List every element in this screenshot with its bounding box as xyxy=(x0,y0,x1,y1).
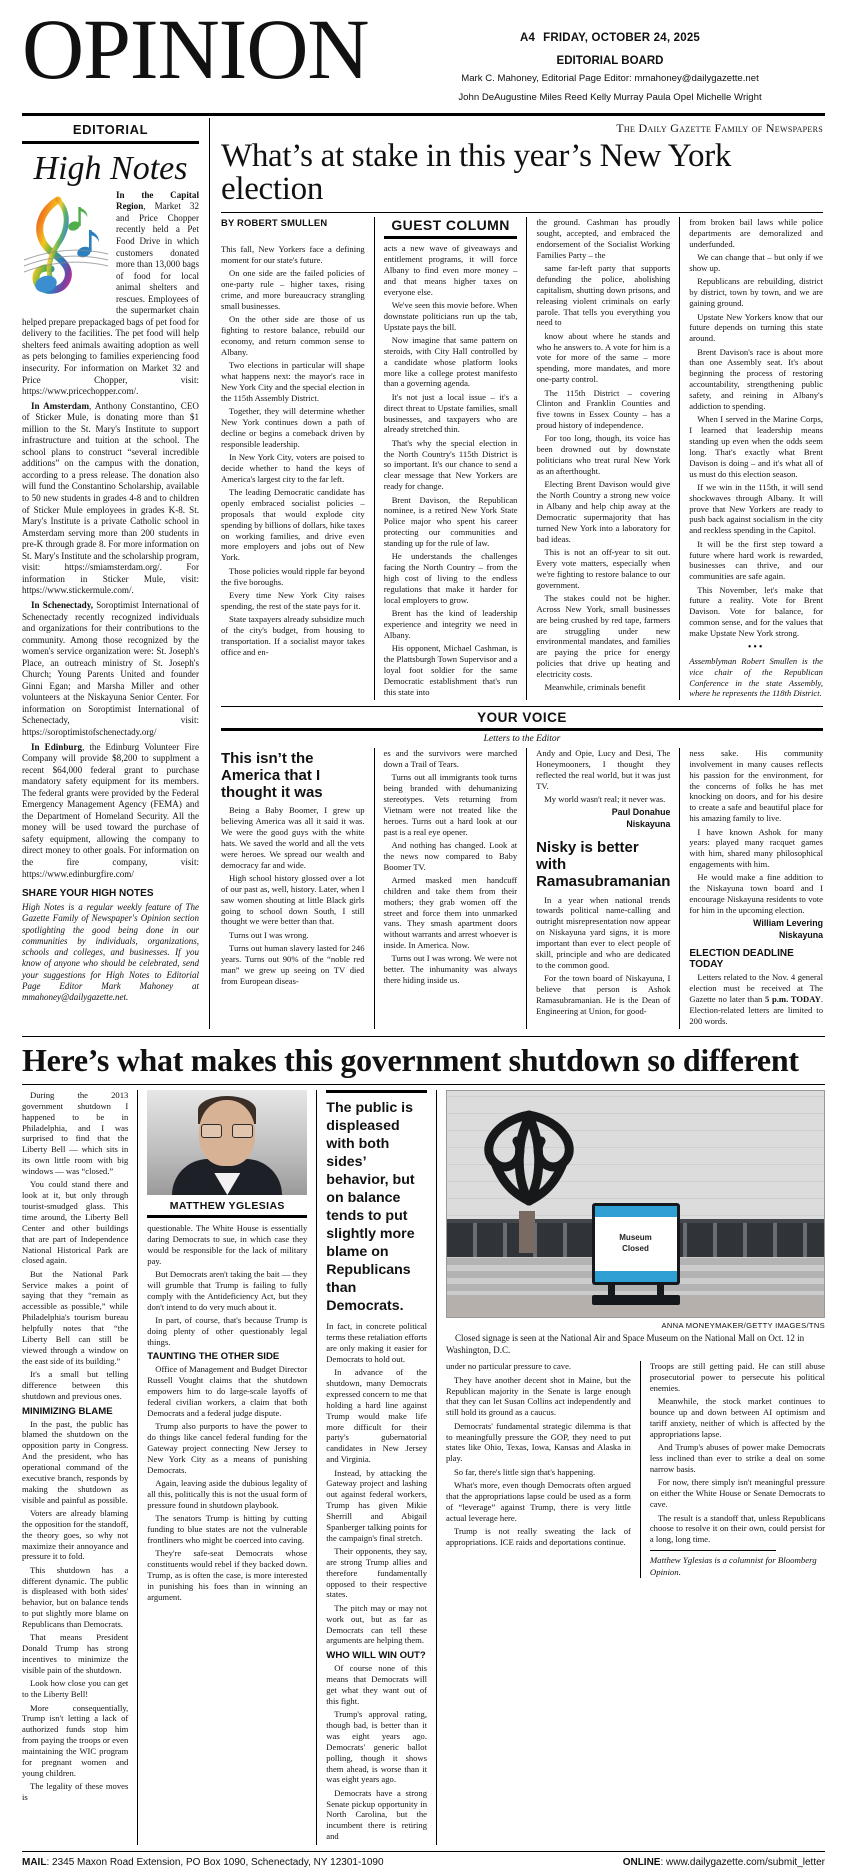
letter-1-col-3 xyxy=(526,748,670,1029)
guest-column-byline: BY ROBERT SMULLEN xyxy=(221,217,328,229)
section-dots: ••• xyxy=(747,641,765,653)
bottom-col-5 xyxy=(640,1361,825,1578)
bottom-story-author: MATTHEW YGLESIAS xyxy=(169,1199,285,1212)
bottom-story-divider xyxy=(22,1036,825,1037)
election-deadline-body: Letters related to the Nov. 4 general election must be received at The Gazette no later than 5 p.m. TODAY. Election-related letters are limited to 200 words. xyxy=(689,972,823,1026)
guest-col-3 xyxy=(526,217,670,700)
music-notes-illustration xyxy=(22,192,110,304)
dateline xyxy=(395,32,825,44)
author-photo xyxy=(147,1090,307,1195)
guest-col-1 xyxy=(221,217,365,700)
masthead-divider xyxy=(22,113,825,116)
guest-column-label: GUEST COLUMN xyxy=(391,217,510,234)
guest-col-4 xyxy=(679,217,823,700)
letter-1-col-2 xyxy=(374,748,518,1029)
page-footer xyxy=(22,1851,825,1868)
bottom-photo-block xyxy=(436,1090,825,1845)
your-voice-heading: YOUR VOICE xyxy=(477,710,567,725)
bottom-story-headline: Here’s what makes this government shutdown so different xyxy=(22,1042,799,1079)
editorial-kicker-rule xyxy=(22,141,199,144)
guest-column-columns xyxy=(221,217,823,700)
guest-column-area xyxy=(210,118,823,1029)
folio-number: A4 xyxy=(519,32,536,44)
editor-contact: Mark C. Mahoney, Editorial Page Editor: mmahoney@dailygazette.net xyxy=(461,73,759,84)
mail-label: MAIL xyxy=(22,1856,47,1868)
guest-col-2 xyxy=(374,217,518,700)
deadline-time: 5 p.m. TODAY xyxy=(765,993,821,1004)
photo-credit: ANNA MONEYMAKER/GETTY IMAGES/TNS xyxy=(661,1320,825,1330)
footer-online[interactable] xyxy=(623,1857,825,1868)
sign-line-1: Museum xyxy=(619,1233,652,1243)
column-end-rule xyxy=(650,1550,776,1551)
letter-1-headline: This isn’t the America that I thought it was xyxy=(221,750,323,801)
guest-col-2-text: acts a new wave of giveaways and entitlement programs, it will force Albany to find even more money – and that means higher taxes on everyone else. We've seen this movie before. When downstate politicians run up the tab, Upstate pays the bill. Now imagine that same pattern on steroids, with City Hall controlled by a candidate whose platform looks more like a college protest manifesto than a governing agenda. It's not just a local issue – it's a direct threat to Upstate families, small businesses, and taxpayers who are already stretched thin. That's why the special election in the North Country's 115th District is so important. It's our chance to send a clear message that New Yorkers are ready for change. Brent Davison, the Republican nominee, is a retired New York State Police major who spent his career protecting our communities and standing up for the rule of law. He understands the challenges facing the North Country – from the high cost of living to the endless regulations that make it harder for local employers to grow. Brent has the kind of leadership experience and integrity we need in Albany. His opponent, Michael Cashman, is the Plattsburgh Town Supervisor and a loyal foot soldier for the same Democratic establishment that's run this state into xyxy=(383,243,518,697)
guest-column-headline: What’s at stake in this year’s New York election xyxy=(221,137,732,208)
guest-column-label-rule xyxy=(384,236,518,239)
footer-mail xyxy=(22,1857,384,1868)
editorial-title: High Notes xyxy=(33,149,188,187)
editorial-kicker: EDITORIAL xyxy=(72,121,149,137)
headline-rule xyxy=(221,212,823,213)
author-rule xyxy=(147,1215,307,1218)
letter-2-headline: Nisky is better with Ramasubramanian xyxy=(536,839,671,890)
bottom-headline-rule xyxy=(22,1084,825,1085)
museum-closed-photo xyxy=(446,1090,825,1318)
letter-1-signature xyxy=(536,807,670,830)
mail-address: : 2345 Maxon Road Extension, PO Box 1090, Schenectady, NY 12301-1090 xyxy=(46,1856,384,1868)
subhead-who-will-win: WHO WILL WIN OUT? xyxy=(326,1650,426,1662)
bottom-col-3-text: In fact, in concrete political terms these retaliation efforts are only making it easier for Democrats to hold out. In advance of the shutdown, many Democrats expressed concern to me that holding a hard line against Trump would make life more difficult for their party's gubernatorial candidates in New Jersey and Virginia. Instead, by attacking the Gateway project and lashing out against federal workers, Trump has given Mikie Sherrill and Abigail Spanberger talking points for the campaign's final stretch. Their opponents, they say, are strong Trump allies and therefore fundamentally opposed to their respective states. The pitch may or may not work out, but as far as Democrats can tell these arguments are helping them. xyxy=(326,1321,427,1646)
letter-2-col-2 xyxy=(679,748,823,1029)
letter-1-city: Niskayuna xyxy=(626,818,671,829)
pullquote: The public is displeased with both sides’ behavior, but on balance tends to put slightly more blame on Republicans than Democrats. xyxy=(326,1099,415,1315)
note-body-4: , the Edinburg Volunteer Fire Company will provide $8,200 to supplment a recent $64,000 federal grant to purchase mandatory safety equipment for its members. The federal grants were provided by the Federal Emergency Management Agency (FEMA) and the Department of Homeland Security. All the money will be used toward the purchase of safety equipment, allowing the company to direct money to other goals. For information on the fire company, visit: https://www.edinburgfire.com/ xyxy=(22,741,199,879)
masthead xyxy=(22,1,825,105)
guest-col-4-text: from broken bail laws while police departments are demoralized and underfunded. We can change that – but only if we show up. Republicans are rebuilding, district by district, town by town, and we are gaining ground. Upstate New Yorkers know that our future depends on turning this state around. Brent Davison's race is about more than one Assembly seat. It's about beginning the process of restoring accountability, strengthening public safety, and reining in Albany's addiction to spending. When I served in the Marine Corps, I learned that leadership means standing up even when the odds seem long. That's exactly what Brent Davison is doing – and it's what all of us must do this election season. If we win in the 115th, it will send shockwaves through Albany. It will prove that New Yorkers are ready to push back against socialism in the city and reckless spending in the Capitol. It will be the first step toward a future where hard work is rewarded, businesses can thrive, and our communities are safe again. This November, let's make that future a reality. Vote for Brent Davison. Vote for balance, for common sense, and for the values that make Upstate New York strong. xyxy=(689,217,823,639)
letter-2-text-a: In a year when national trends towards political name-calling and outright misrepresentation now appear on Niskayuna yard signs, it is more important than ever to elect people of skill, principle and who are dedicated to the common good. For the town board of Niskayuna, I believe that person is Ashok Ramasubramanian. He is the Dean of Engineering at Union, for good- xyxy=(536,894,671,1016)
letter-1-signer: Paul Donahue xyxy=(611,807,671,818)
letter-2-signature xyxy=(689,918,823,941)
letters-columns xyxy=(221,748,823,1029)
bottom-col-3b-text: Of course none of this means that Democrats will get what they want out of this fight. Trump's approval rating, though bad, is better than it was eight years ago. Democrats' generic ballot polling, though it shows them ahead, is worse than it was eight years ago. Democrats have a strong Senate pickup opportunity in North Carolina, but the incumbent there is retiring and xyxy=(326,1663,427,1842)
your-voice-subhead: Letters to the Editor xyxy=(483,734,561,744)
sign-line-2: Closed xyxy=(622,1243,649,1253)
sculpture-icon xyxy=(465,1105,593,1223)
guest-col-1-text: This fall, New Yorkers face a defining moment for our state's future. On one side are the failed policies of one-party rule – higher taxes, rising crime, and more bureaucracy strangling small businesses. On the other side are those of us fighting to restore balance, rebuild our economy, and return common sense to Albany. Two elections in particular will shape what happens next: the mayor's race in New York City and the special election in the 115th Assembly District. Together, they will determine whether New York continues down a path of decline or begins a comeback driven by responsible leadership. In New York City, voters are poised to decide whether to hand the keys of America's largest city to the far left. The leading Democratic candidate has openly embraced socialist policies – proposals that would explode city spending by billions of dollars, hike taxes on working families, and drive even more employers and jobs out of New York. Those policies would ripple far beyond the five boroughs. Every time New York City raises spending, the rest of the state pays for it. State taxpayers already subsidize much of the city's budget, from housing to transportation. If a socialist mayor takes office and en- xyxy=(221,244,365,657)
guest-col-3-text: the ground. Cashman has proudly sought, accepted, and embraced the endorsement of the Socialist Working Families Party – the same far-left party that supports defunding the police, abolishing capitalism, shutting down prisons, and releasing violent criminals on early parole. That tells you everything you need to know about where he stands and who he answers to. A vote for him is a vote for more of the same – more spending, more mandates, and more one-party control. The 115th District – covering Clinton and Franklin Counties and five towns in Essex County – has a proud history of independence. For too long, though, its voice has been drowned out by downstate politicians who treat rural New York as an afterthought. Electing Brent Davison would give the North Country a strong new voice in Albany and help chip away at the Democratic supermajority that has turned New York into a laboratory for bad ideas. This is not an off-year to sit out. Every vote matters, especially when we're fighting to restore balance to our government. The stakes could not be higher. Across New York, small businesses are being crushed by red tape, farmers are struggling under new environmental mandates, and families are paying the price for energy policies that drive up heating and electricity costs. Meanwhile, criminals benefit xyxy=(536,217,671,693)
note-lead-3: In Schenectady, xyxy=(31,599,94,610)
subhead-taunting-other-side: TAUNTING THE OTHER SIDE xyxy=(147,1351,280,1363)
note-lead-2: In Amsterdam xyxy=(31,400,90,411)
bottom-col-2 xyxy=(137,1090,307,1845)
guest-column-author-note: Assemblyman Robert Smullen is the vice chair of the Republican Conference in the state Assembly, where he represents the 118th District. xyxy=(689,655,823,699)
bottom-col-4 xyxy=(446,1361,631,1578)
editorial-board-title: EDITORIAL BOARD xyxy=(556,55,664,67)
share-notes-body: High Notes is a regular weekly feature of The Gazette Family of Newspaper's Opinion section spotlighting the good being done in our communities by individuals, organizations, schools and colleges, and businesses. If you know of anyone who should be celebrated, send your suggestions for High Notes to Editorial Page Editor Mark Mahoney at mmahoney@dailygazette.net. xyxy=(22,902,199,1003)
subhead-minimizing-blame: MINIMIZING BLAME xyxy=(22,1405,113,1417)
bottom-col-2-text: questionable. The White House is essentially daring Democrats to sue, in which case they would be responsible for the lack of military pay. But Democrats aren't taking the bait — they will grumble that Trump is failing to fully comply with the Antideficiency Act, but they don't intend to do very much about it. In part, of course, that's because Trump is doing plenty of other questionably legal things. xyxy=(147,1222,308,1347)
letter-2-city: Niskayuna xyxy=(778,929,823,940)
online-url[interactable]: : www.dailygazette.com/submit_letter xyxy=(660,1856,825,1868)
note-lead-1: In the Capital Region xyxy=(116,189,199,212)
bottom-col-1b-text: In the past, the public has blamed the shutdown on the opposition party in Congress. And the president, who has operational command of the executive branch, responds by making the shutdown as visible and painful as possible. Voters are already blaming the opposition for the standoff, the theory goes, so why not maximize their annoyance and pressure it to fold. This shutdown has a different dynamic. The public is displeased with both sides' behavior, but on balance tends to put slightly more blame on Republicans than Democrats. That means President Donald Trump has strong incentives to minimize the visible pain of the shutdown. Look how close you can get to the Liberty Bell! More consequentially, Trump isn't letting a lack of authorized funds stop him from paying the troops or even maintaining the WIC program for pregnant women and young children. The legality of these moves is xyxy=(22,1418,129,1802)
issue-date: FRIDAY, OCTOBER 24, 2025 xyxy=(543,32,701,44)
online-label: ONLINE xyxy=(622,1856,661,1868)
letter-1-text-b: es and the survivors were marched down a Trail of Tears. Turns out all immigrants took turns being branded with dehumanizing stereotypes. Vets returning from Vietnam were not treated like the heroes. Turns out a hard look at our past is a real eye opener. And nothing has changed. Look at the news now compared to Baby Boomer TV. Armed masked men handcuff children and take them from their mothers; they grab women off the street and force them into unmarked vans. They smash apartment doors without warrants and arrest whoever is inside. In America. Now. Turns out I was wrong. We were not better. The inhumanity was always there hiding inside us. xyxy=(383,748,518,986)
photo-caption: Closed signage is seen at the National Air and Space Museum on the National Mall on Oct. 12 in Washington, D.C. xyxy=(446,1332,805,1355)
election-deadline-heading: ELECTION DEADLINE TODAY xyxy=(689,948,794,971)
note-lead-4: In Edinburg xyxy=(31,741,83,752)
columnist-note: Matthew Yglesias is a columnist for Bloomberg Opinion. xyxy=(649,1555,817,1577)
note-body-3: Soroptimist International of Schenectady recently recognized individuals and organizations for their contributions to the community. Among those recognized by the women's service organization were: St. Joseph's Place, an outreach ministry of St. Joseph's Church; Young Parents United and founder Ginni Egan; and Marsha Miller and other volunteers at the Niskayuna Senior Center. For information on Soroptimist International of Schenectady, visit: https://soroptimistofschenectady.org/ xyxy=(22,599,199,737)
note-body-1: , Market 32 and Price Chopper recently held a Pet Food Drive in which customers donated more than 13,000 bags of food for local animal shelters and rescues. Employees of the supermarket chain helped prepare prepackaged bags of pet food for delivery to the facilities. The pet food will help shelters feed animals awaiting adoption as well as pets belonging to families experiencing food insecurity. For information on Market 32 and Price Chopper, visit: https://www.pricechopper.com/. xyxy=(22,201,199,397)
share-notes-heading: SHARE YOUR HIGH NOTES xyxy=(22,888,154,900)
page-title: OPINION xyxy=(22,1,369,97)
photo-under-columns xyxy=(446,1361,825,1578)
eyeglasses-icon xyxy=(201,1124,253,1138)
editorial-column xyxy=(22,118,210,1029)
letter-2-text-b: ness sake. His community involvement in many causes reflects his passion for the environment, for the concerns of folks he has met knocking on doors, and for his desire to create a safe and beautiful place for his amazing family to live. I have known Ashok for many years: played many racquet games with him, shared many philosophical engagements with him. He would make a fine addition to the Niskayuna town board and I encourage Niskayuna residents to vote for him in the upcoming election. xyxy=(689,748,823,916)
bottom-story-grid xyxy=(22,1090,825,1845)
letter-1-text-a: Being a Baby Boomer, I grew up believing America was all it said it was. We were the good guys with the white hats. We saved the world and all the vets were heroes. We spread our wealth and democracy far and wide. High school history glossed over a lot of our past as, well, history. Later, when I saw women shouting at little Black girls going to school down South, I still thought we were better than that. Turns out I was wrong. Turns out human slavery lasted for 246 years. Turns out 90% of the “noble red man” we grew up seeing on TV died from European diseas- xyxy=(221,805,365,986)
bottom-col-1-text: During the 2013 government shutdown I happened to be in Philadelphia, and I was surprised to find that the Liberty Bell — which sits in its own little room with big windows — was “closed.” You could stand there and look at it, but only through tourist-smudged glass. This time around, the Liberty Bell Center and other buildings that are part of Independence National Historical Park are closed again. But the National Park Service makes a point of saying that they “remain as accessible as possible,” while Philadelphia's tourism bureau helpfully notes that “the Liberty Bell can still be viewed through a window on the east side of its building.” It's a small but telling difference between this shutdown and previous ones. xyxy=(22,1089,129,1401)
letter-2-signer: William Levering xyxy=(753,918,823,929)
upper-section xyxy=(22,118,825,1029)
masthead-info xyxy=(395,18,825,105)
closed-sign xyxy=(592,1203,680,1285)
bottom-col-5-text: Troops are still getting paid. He can still abuse prosecutorial power to persecute his political enemies. Meanwhile, the stock market continues to bounce up and down between AI optimism and tariff anxiety, neither of which is affected by the appropriations lapse. And Trump's abuses of power make Democrats less inclined than ever to strike a deal on some narrow basis. For now, there simply isn't meaningful pressure on either the White House or Senate Democrats to cave. The result is a standoff that, unless Republicans choose to resolve it on their own, could persist for a long, long time. xyxy=(649,1361,825,1545)
note-body-2: , Anthony Constantino, CEO of Sticker Mule, is donating more than $1 million to the St. Mary's Institute to support infrastructure and tuition at the school. The school plans to construct “several incredible additions” on the campus with the donation, according to a press release. The donation also will fund the Constantino Scholarship, available to 50 new students in grades 4-8 and to children of Sticker Mule employees in grades K-8. St. Mary's Institute is a private Catholic school in Amsterdam serving more than 200 students in pre-K through grade 8. For more information on St. Mary's Institute and the scholarship program, visit: https://smiamsterdam.org/. For information in Sticker Mule, visit: https://www.stickermule.com/. xyxy=(22,400,199,596)
your-voice-section xyxy=(221,706,823,1029)
bottom-col-4-text: under no particular pressure to cave. They have another decent shot in Maine, but the Republican majority in the Senate is large enough that they can let Susan Collins act independently and still hold its ground as a caucus. Democrats' fundamental strategic dilemma is that to meaningfully pressure the GOP, they need to put states like Ohio, Texas, Iowa, Kansas and Alaska in play. So far, there's little sign that's happening. What's more, even though Democrats often argued that the appropriations lapse could be used as a form of “leverage” against Trump, there is very little actual leverage here. Trump is not really sweating the lack of appropriations. ICE raids and deportations continue. xyxy=(446,1361,631,1547)
letter-1-col-1 xyxy=(221,748,365,1029)
letter-1-text-c: Andy and Opie, Lucy and Desi, The Honeymooners, I thought they reflected the real world, but it was just TV. My world wasn't real; it never was. xyxy=(536,748,671,804)
bottom-col-3 xyxy=(316,1090,427,1845)
newspaper-family-line: The Daily Gazette Family of Newspapers xyxy=(616,120,823,135)
bottom-col-1 xyxy=(22,1090,128,1845)
bottom-col-2b-text: Office of Management and Budget Director Russell Vought claims that the shutdown empowers him to do large-scale layoffs of federal civilian workers, a claim that both Democrats and a federal judge dispute. Trump also purports to have the power to do things like cancel federal funding for the Gateway project connecting New Jersey to New York City as a means of punishing Democrats. Again, leaving aside the dubious legality of all this, politically this is not the usual form of pressure found in shutdown playbook. The senators Trump is hitting by cutting funding to blue states are not the vulnerable frontliners who might be coerced into caving. They're safe-seat Democrats whose constituents would rebel if they backed down. Trump, as is often the case, is more interested in punishing his foes than in winning an argument. xyxy=(147,1364,308,1602)
board-members: John DeAugustine Miles Reed Kelly Murray Paula Opel Michelle Wright xyxy=(458,91,762,103)
